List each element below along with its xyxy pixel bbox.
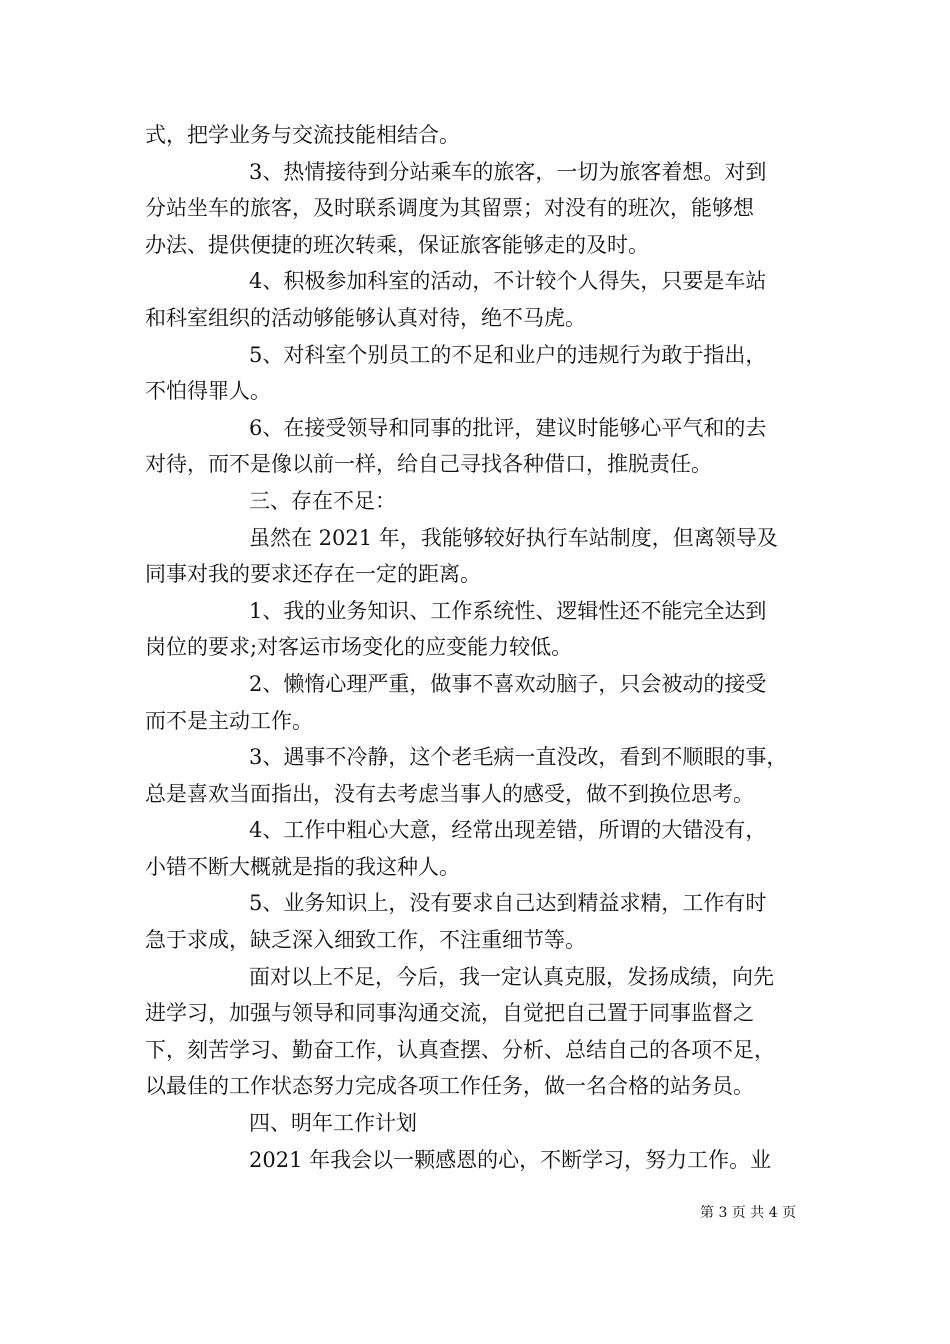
text-line: 5、对科室个别员工的不足和业户的违规行为敢于指出， [249,342,767,367]
text-line: 6、在接受领导和同事的批评，建议时能够心平气和的去 [249,415,767,440]
section-heading: 三、存在不足： [249,488,396,513]
text-line: 以最佳的工作状态努力完成各项工作任务，做一名合格的站务员。 [145,1074,754,1099]
text-line: 4、工作中粗心大意，经常出现差错，所谓的大错没有， [249,818,767,843]
text-line: 2、懒惰心理严重，做事不喜欢动脑子，只会被动的接受 [249,671,767,696]
text-line: 小错不断大概就是指的我这种人。 [145,854,460,879]
text-line: 办法、提供便捷的班次转乘，保证旅客能够走的及时。 [145,232,649,257]
text-line: 进学习，加强与领导和同事沟通交流，自觉把自己置于同事监督之 [145,1001,754,1026]
text-line: 面对以上不足，今后，我一定认真克服，发扬成绩，向先 [249,964,774,989]
text-line: 1、我的业务知识、工作系统性、逻辑性还不能完全达到 [249,598,767,623]
text-line: 虽然在 2021 年，我能够较好执行车站制度，但离领导及 [249,525,778,550]
document-body [145,117,810,1178]
text-line: 同事对我的要求还存在一定的距离。 [145,562,481,587]
text-line: 岗位的要求;对客运市场变化的应变能力较低。 [145,635,573,660]
page-number: 第 3 页 共 4 页 [700,1205,797,1221]
text-line: 5、业务知识上，没有要求自己达到精益求精，工作有时 [249,891,767,916]
text-line: 不怕得罪人。 [145,379,271,404]
text-line: 式，把学业务与交流技能相结合。 [145,123,460,147]
text-line: 对待，而不是像以前一样，给自己寻找各种借口，推脱责任。 [145,452,712,477]
text-line: 急于求成，缺乏深入细致工作，不注重细节等。 [145,928,586,953]
text-line: 3、热情接待到分站乘车的旅客，一切为旅客着想。对到 [249,159,767,184]
text-line: 总是喜欢当面指出，没有去考虑当事人的感受，做不到换位思考。 [145,781,754,806]
text-line: 3、遇事不冷静，这个老毛病一直没改，看到不顺眼的事， [249,745,788,770]
text-line: 分站坐车的旅客，及时联系调度为其留票；对没有的班次，能够想 [145,196,754,221]
text-line: 和科室组织的活动够能够认真对待，绝不马虎。 [145,305,586,330]
text-line: 2021 年我会以一颗感恩的心，不断学习，努力工作。业 [249,1147,772,1172]
text-line: 4、积极参加科室的活动，不计较个人得失，只要是车站 [249,269,767,294]
text-line: 而不是主动工作。 [145,708,313,733]
section-heading: 四、明年工作计划 [249,1111,417,1136]
text-line: 下，刻苦学习、勤奋工作，认真查摆、分析、总结自己的各项不足， [145,1037,775,1062]
